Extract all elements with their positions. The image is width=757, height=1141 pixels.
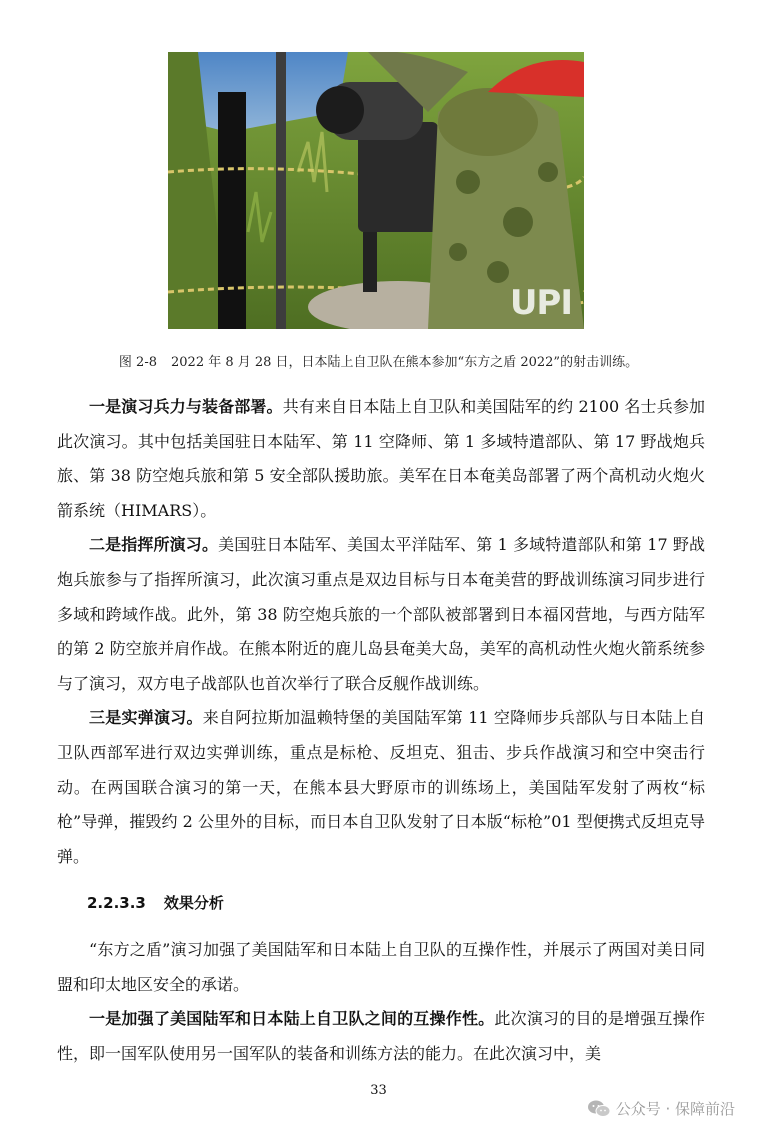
upi-watermark: UPI xyxy=(509,283,572,323)
paragraph-text: 来自阿拉斯加温赖特堡的美国陆军第 11 空降师步兵部队与日本陆上自卫队西部军进行双边实弹训练，重点是标枪、反坦克、狙击、步兵作战演习和空中突击行动。在两国联合演习的第一天，在熊本县大野原市的训练场上，美国陆军发射了两枚“标枪”导弹，摧毁约 2 公里外的目标，而日本自卫队发射了日本版“标枪”01 型便携式反坦克导弹。 xyxy=(57,708,705,866)
page-number: 33 xyxy=(370,1083,387,1098)
section-number: 2.2.3.3 xyxy=(87,894,146,913)
paragraph-text: 美国驻日本陆军、美国太平洋陆军、第 1 多域特遣部队和第 17 野战炮兵旅参与了指挥所演习，此次演习重点是双边目标与日本奄美营的野战训练演习同步进行多域和跨域作战。此外，第 38 防空炮兵旅的一个部队被部署到日本福冈营地，与西方陆军的第 2 防空旅并肩作战。在熊本附近的鹿儿岛县奄美大岛，美军的高机动性火炮火箭系统参与了演习，双方电子战部队也首次举行了联合反舰作战训练。 xyxy=(57,535,705,693)
figure-photo xyxy=(168,52,584,329)
paragraph-intro xyxy=(57,933,705,1002)
paragraph-lead: 二是指挥所演习。 xyxy=(89,535,219,555)
paragraph-lead: 三是实弹演习。 xyxy=(89,708,203,728)
wechat-footer xyxy=(588,1098,735,1119)
paragraph-text: 此次演习的目的是增强互操作性，即一国军队使用另一国军队的装备和训练方法的能力。在此次演习中，美 xyxy=(57,1009,705,1063)
account-name: 公众号 · 保障前沿 xyxy=(615,1100,735,1118)
paragraph-deployment xyxy=(57,390,705,528)
paragraph-text: “东方之盾”演习加强了美国陆军和日本陆上自卫队的互操作性，并展示了两国对美日同盟和印太地区安全的承诺。 xyxy=(57,939,705,994)
paragraph-text: 共有来自日本陆上自卫队和美国陆军的约 2100 名士兵参加此次演习。其中包括美国驻日本陆军、第 11 空降师、第 1 多域特遣部队、第 17 野战炮兵旅、第 38 防空炮兵旅和第 5 安全部队援助旅。美军在日本奄美岛部署了两个高机动火炮火箭系统（HIMARS）。 xyxy=(57,397,705,520)
paragraph-interoperability xyxy=(57,1002,705,1071)
body-text xyxy=(57,390,705,1071)
section-heading xyxy=(57,886,705,921)
wechat-icon xyxy=(588,1100,610,1118)
paragraph-lead: 一是加强了美国陆军和日本陆上自卫队之间的互操作性。 xyxy=(89,1009,495,1029)
caption-number: 图 2-8 xyxy=(118,355,157,370)
figure-caption xyxy=(0,351,757,370)
paragraph-command-post xyxy=(57,528,705,701)
paragraph-live-fire xyxy=(57,701,705,874)
caption-text: 2022 年 8 月 28 日，日本陆上自卫队在熊本参加“东方之盾 2022”的射击训练。 xyxy=(171,355,639,370)
paragraph-lead: 一是演习兵力与装备部署。 xyxy=(89,397,283,416)
section-title: 效果分析 xyxy=(163,894,224,913)
